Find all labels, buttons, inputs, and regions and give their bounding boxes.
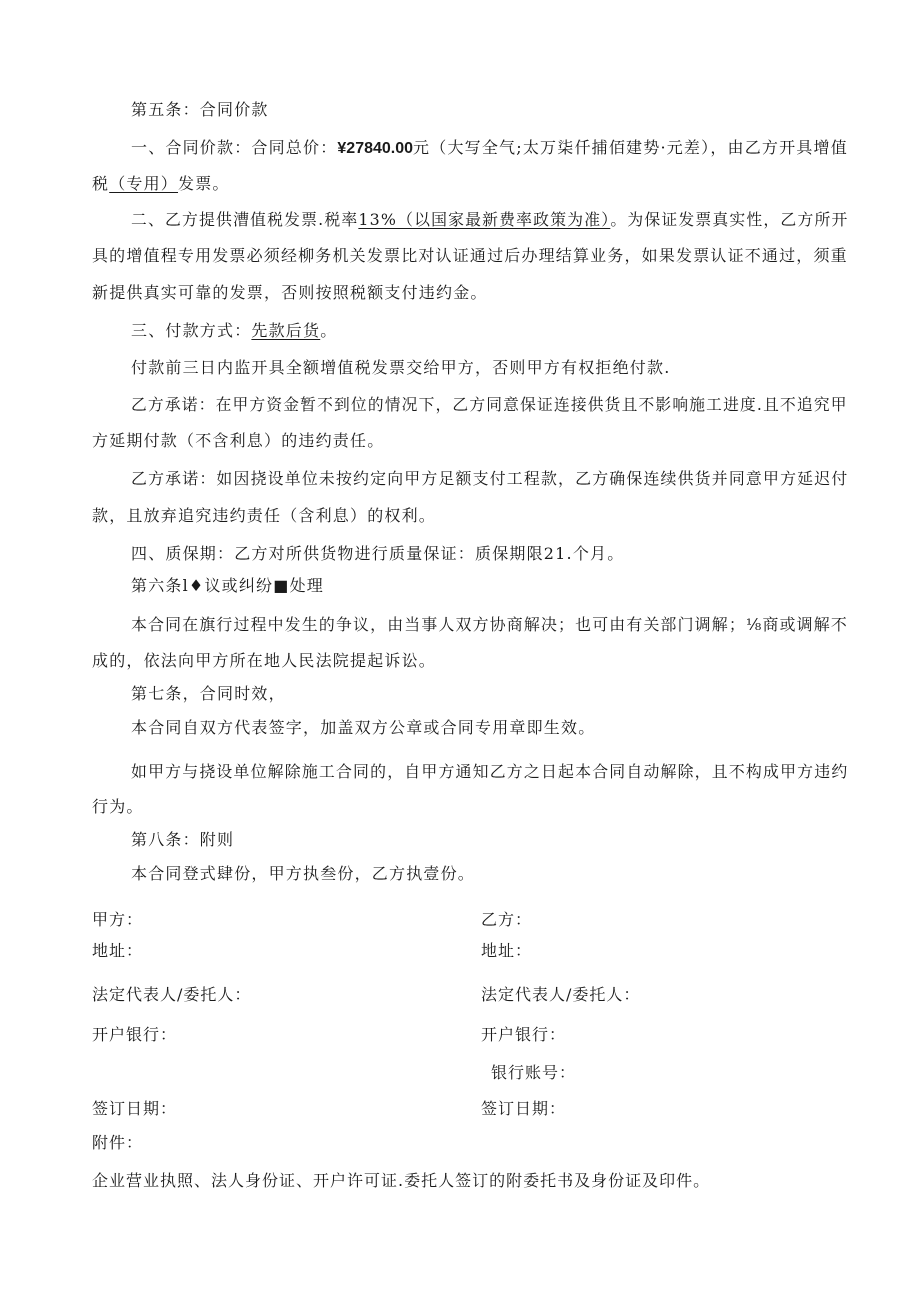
price-prefix: 一、合同价款：合同总价：: [131, 138, 338, 157]
payment-method: 先款后货: [251, 321, 321, 340]
party-a-sign-date: 签订日期：: [92, 1099, 178, 1118]
article-7-heading: 第七条，合同时效，: [131, 684, 286, 703]
dispute-line-1: 本合同在旗行过程中发生的争议，由当事人双方协商解决；也可由有关部门调解；⅛商或调解不: [131, 615, 848, 634]
effect-line-2: 如甲方与挠设单位解除施工合同的，自甲方通知乙方之日起本合同自动解除，且不构成甲方违约: [131, 762, 849, 781]
payment-prefix: 三、付款方式：: [131, 321, 252, 340]
tax-line-3: 新提供真实可靠的发票，否则按照税额支付违约金。: [92, 283, 488, 302]
payment-method-line: [131, 321, 337, 341]
tax-line-2: 具的增值程专用发票必须经柳务机关发票比对认证通过后办理结算业务，如果发票认证不通过，须重: [92, 246, 848, 265]
contract-price-line: [131, 138, 848, 159]
copies-line: 本合同登式肆份，甲方执叁份，乙方执壹份。: [131, 864, 476, 883]
attachments-content: 企业营业执照、法人身份证、开户许可证.委托人签订的附委托书及身份证及印件。: [92, 1171, 711, 1190]
effect-line-1: 本合同自双方代表签字，加盖双方公章或合同专用章即生效。: [131, 718, 596, 737]
dispute-line-2: 成的，依法向甲方所在地人民法院提起诉讼。: [92, 651, 437, 670]
payment-note: 付款前三日内监开具全额增值税发票交给甲方，否则甲方有权拒绝付款.: [131, 358, 671, 377]
invoice-prefix: 税: [92, 174, 110, 193]
party-b-label: 乙方：: [481, 910, 533, 929]
party-b-representative: 法定代表人/委托人：: [481, 985, 641, 1004]
party-b-bank: 开户银行：: [481, 1025, 567, 1044]
article-8-heading: 第八条：附则: [131, 830, 235, 849]
effect-line-3: 行为。: [92, 797, 144, 816]
tax-rate-line: [131, 210, 848, 230]
party-a-label: 甲方：: [92, 910, 144, 929]
tax-prefix: 二、乙方提供漕值税发票.税率: [131, 210, 359, 229]
article-5-heading: 第五条：合同价款: [131, 100, 269, 119]
party-a-representative: 法定代表人/委托人：: [92, 985, 252, 1004]
party-b-address: 地址：: [481, 941, 533, 960]
promise-2-line-1: 乙方承诺：如因挠设单位未按约定向甲方足额支付工程款，乙方确保连续供货并同意甲方延迟付: [131, 469, 849, 488]
promise-2-line-2: 款，且放弃追究违约责任（含利息）的权利。: [92, 506, 437, 525]
invoice-type: （专用）: [109, 174, 179, 193]
party-b-sign-date: 签订日期：: [481, 1099, 567, 1118]
promise-1-line-1: 乙方承诺：在甲方资金暂不到位的情况下，乙方同意保证连接供货且不影响施工进度.且不追究甲: [131, 395, 848, 414]
payment-suffix: 。: [320, 321, 338, 340]
party-a-bank: 开户银行：: [92, 1025, 178, 1044]
promise-1-line-2: 方延期付款（不含利息）的违约责任。: [92, 431, 385, 450]
invoice-type-line: [92, 174, 230, 194]
attachments-label: 附件：: [92, 1133, 144, 1152]
tax-rate: 13%（以国家最新费率政策为准）: [358, 210, 611, 229]
price-amount: ¥27840.00: [337, 140, 414, 157]
article-6-heading: 第六条l♦议或纠纷■处理: [131, 576, 324, 595]
party-b-account: 银行账号：: [491, 1063, 577, 1082]
tax-suffix: 。为保证发票真实性，乙方所开: [610, 210, 849, 229]
invoice-suffix: 发票。: [178, 174, 230, 193]
price-suffix: 元（大写全气;太万柒仟捕佰建势·元差），由乙方开具增值: [413, 138, 848, 157]
warranty-line: 四、质保期：乙方对所供货物进行质量保证：质保期限21.个月。: [131, 544, 625, 563]
party-a-address: 地址：: [92, 941, 144, 960]
